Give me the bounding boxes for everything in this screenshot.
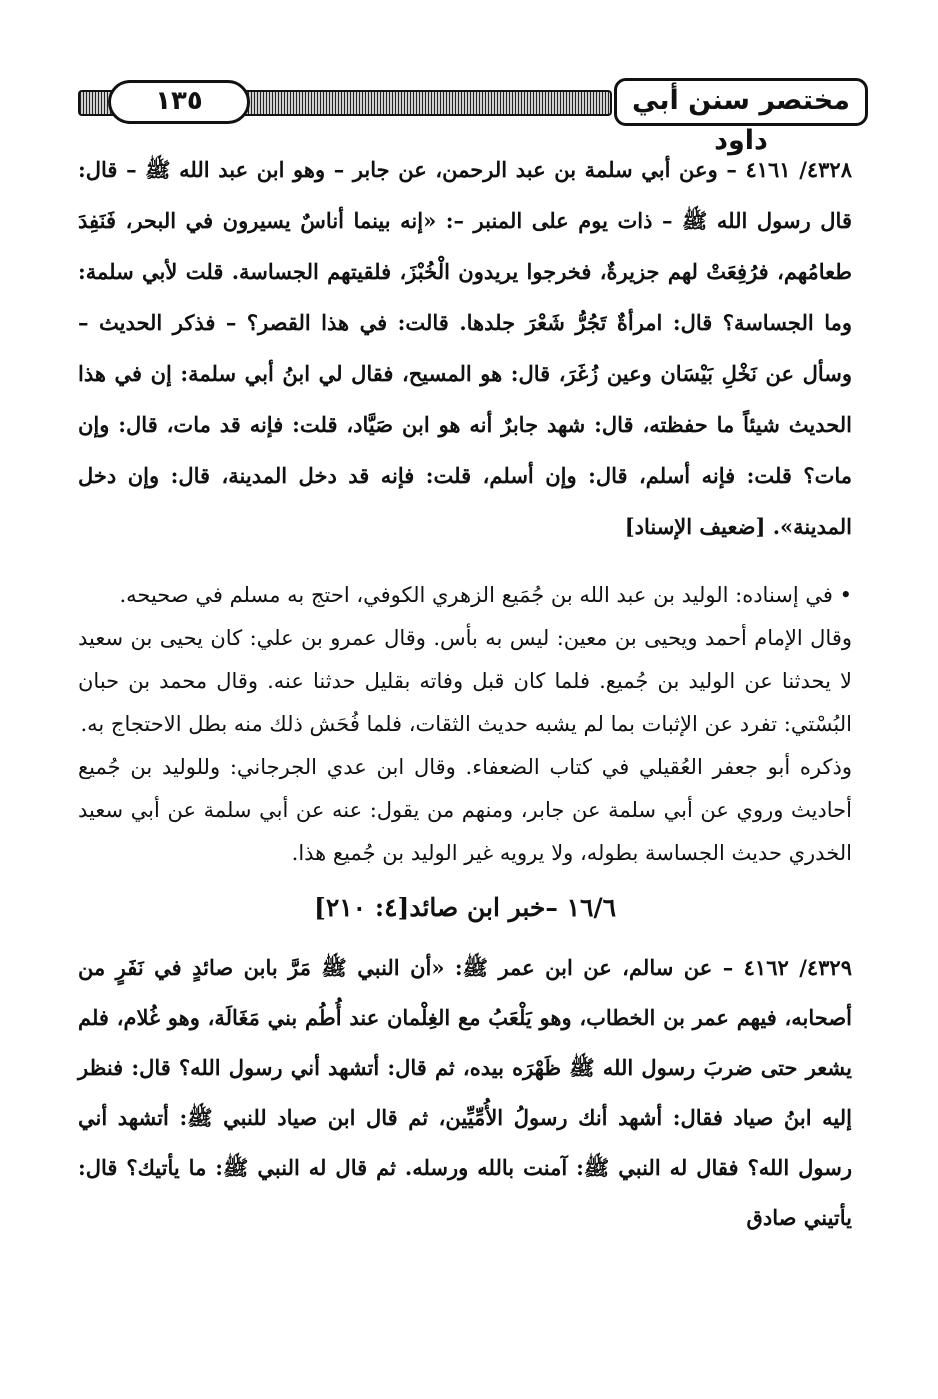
page-body <box>78 144 852 1243</box>
page-header <box>78 82 868 156</box>
hadith-paragraph: ٤٣٢٩/ ٤١٦٢ – عن سالم، عن ابن عمر ﷺ: «أن النبي ﷺ مَرَّ بابن صائدٍ في نَفَرٍ من أصحابه، فيهم عمر بن الخطاب، وهو يَلْعَبُ مع الغِلْمان عند أُطُم بني مَغَالَة، وهو غُلام، فلم يشعر حتى ضربَ رسول الله ﷺ ظَهْرَه بيده، ثم قال: أتشهد أني رسول الله؟ قال: فنظر إليه ابنُ صياد فقال: أشهد أنك رسولُ الأُمِّيِّين، ثم قال ابن صياد للنبي ﷺ: أتشهد أني رسول الله؟ فقال له النبي ﷺ: آمنت بالله ورسله. ثم قال له النبي ﷺ: ما يأتيك؟ قال: يأتيني صادق <box>78 955 852 1230</box>
commentary-paragraph: • في إسناده: الوليد بن عبد الله بن جُمَيع الزهري الكوفي، احتج به مسلم في صحيحه. <box>119 583 852 607</box>
commentary-paragraph: وقال الإمام أحمد ويحيى بن معين: ليس به بأس. وقال عمرو بن علي: كان يحيى بن سعيد لا يحدثنا عن الوليد بن جُميع. فلما كان قبل وفاته بقليل حدثنا عنه. وقال محمد بن حبان البُسْتي: تفرد عن الإثبات بما لم يشبه حديث الثقات، فلما فُحَش ذلك منه بطل الاحتجاج به. <box>78 626 852 736</box>
hadith-paragraph: ٤٣٢٨/ ٤١٦١ – وعن أبي سلمة بن عبد الرحمن، عن جابر – وهو ابن عبد الله ﷺ – قال: قال رسول الله ﷺ – ذات يوم على المنبر –: «إنه بينما أناسٌ يسيرون في البحر، فَنَفِدَ طعامُهم، فرُفِعَتْ لهم جزيرةٌ، فخرجوا يريدون الْخُبْزَ، فلقيتهم الجساسة. قلت لأبي سلمة: وما الجساسة؟ قال: امرأةٌ تَجُرُّ شَعْرَ جلدها. قالت: في هذا القصر؟ – فذكر الحديث –وسأل عن نَخْلِ بَيْسَان وعين زُغَرَ، قال: هو المسيح، فقال لي ابنُ أبي سلمة: إن في هذا الحديث شيئاً ما حفظته، قال: شهد جابرٌ أنه هو ابن صَيَّاد، قلت: فإنه قد مات، قال: وإن مات؟ قلت: فإنه أسلم، قال: وإن أسلم، قلت: فإنه قد دخل المدينة، قال: وإن دخل المدينة». [ضعيف الإسناد] <box>78 157 852 539</box>
book-title: مختصر سنن أبي داود <box>614 78 868 126</box>
section-heading: ١٦/٦ –خبر ابن صائد[٤: ٢١٠] <box>313 893 617 922</box>
page-number: ١٣٥ <box>108 80 250 124</box>
commentary-paragraph: وذكره أبو جعفر العُقيلي في كتاب الضعفاء. وقال ابن عدي الجرجاني: وللوليد بن جُميع أحاديث وروي عن أبي سلمة عن جابر، ومنهم من يقول: عنه عن أبي سلمة عن أبي سعيد الخدري حديث الجساسة بطوله، ولا يرويه غير الوليد بن جُميع هذا. <box>78 755 852 865</box>
